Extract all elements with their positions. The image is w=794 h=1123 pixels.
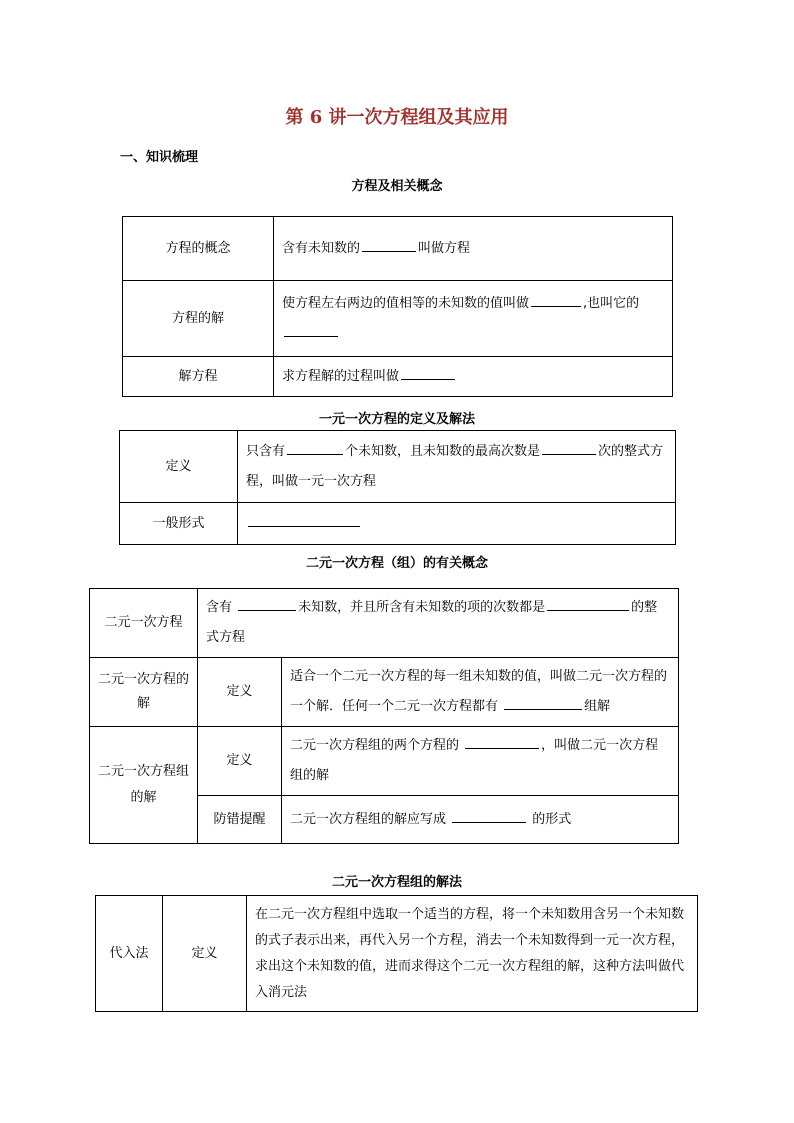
fill-blank[interactable]: [531, 293, 581, 307]
fill-blank[interactable]: [238, 597, 296, 611]
row-content: [238, 503, 676, 545]
fill-blank[interactable]: [547, 597, 629, 611]
fill-blank[interactable]: [284, 323, 338, 337]
table-row: [123, 281, 673, 357]
fill-blank[interactable]: [248, 513, 360, 527]
row-sublabel: 定义: [163, 896, 247, 1012]
table-row: [120, 503, 676, 545]
table-caption: 二元一次方程（组）的有关概念: [305, 556, 488, 571]
row-content: 二元一次方程组的解应写成 的形式: [282, 796, 679, 844]
linear-two-table: [89, 588, 679, 844]
row-label: 方程的概念: [123, 217, 274, 281]
table-caption: 一元一次方程的定义及解法: [318, 412, 475, 427]
row-label: 二元一次方程: [90, 589, 198, 658]
table-row: [120, 431, 676, 503]
fill-blank[interactable]: [465, 735, 539, 749]
fill-blank[interactable]: [542, 441, 596, 455]
table-row: [90, 727, 679, 796]
row-label: 定义: [120, 431, 238, 503]
row-content: 二元一次方程组的两个方程的 ，叫做二元一次方程组的解: [282, 727, 679, 796]
fill-blank[interactable]: [362, 238, 416, 252]
row-content: 只含有 个未知数，且未知数的最高次数是 次的整式方程，叫做一元一次方程: [238, 431, 676, 503]
page-title: 第 6 讲一次方程组及其应用: [285, 107, 509, 128]
table-row: [123, 217, 673, 281]
table-row: [90, 658, 679, 727]
row-label: 一般形式: [120, 503, 238, 545]
table-row: [90, 589, 679, 658]
row-content: 适合一个二元一次方程的每一组未知数的值，叫做二元一次方程的一个解．任何一个二元一次方程都有 组解: [282, 658, 679, 727]
row-label: 二元一次方程的解: [90, 658, 198, 727]
row-sublabel: 定义: [198, 658, 282, 727]
table-caption: 二元一次方程组的解法: [331, 875, 462, 890]
fill-blank[interactable]: [287, 441, 343, 455]
linear-one-table: [119, 430, 676, 545]
row-label: 解方程: [123, 357, 274, 397]
row-sublabel: 防错提醒: [198, 796, 282, 844]
row-label: 方程的解: [123, 281, 274, 357]
solve-method-table: [95, 895, 698, 1012]
row-label: 代入法: [96, 896, 163, 1012]
row-content: 在二元一次方程组中选取一个适当的方程，将一个未知数用含另一个未知数的式子表示出来，再代入另一个方程，消去一个未知数得到一元一次方程，求出这个未知数的值，进而求得这个二元一次方程组的解，这种方法叫做代入消元法: [247, 896, 698, 1012]
row-label: 二元一次方程组的解: [90, 727, 198, 844]
row-content: 求方程解的过程叫做: [274, 357, 673, 397]
section-heading: 一、知识梳理: [120, 150, 199, 165]
fill-blank[interactable]: [401, 366, 455, 380]
table-row: [96, 896, 698, 1012]
fill-blank[interactable]: [452, 809, 526, 823]
row-content: 含有未知数的 叫做方程: [274, 217, 673, 281]
concept-table: [122, 216, 673, 397]
table-caption: 方程及相关概念: [351, 179, 443, 194]
row-content: 含有 未知数，并且所含有未知数的项的次数都是 的整式方程: [198, 589, 679, 658]
row-content: 使方程左右两边的值相等的未知数的值叫做 ,也叫它的: [274, 281, 673, 357]
fill-blank[interactable]: [504, 696, 582, 710]
row-sublabel: 定义: [198, 727, 282, 796]
table-row: [123, 357, 673, 397]
